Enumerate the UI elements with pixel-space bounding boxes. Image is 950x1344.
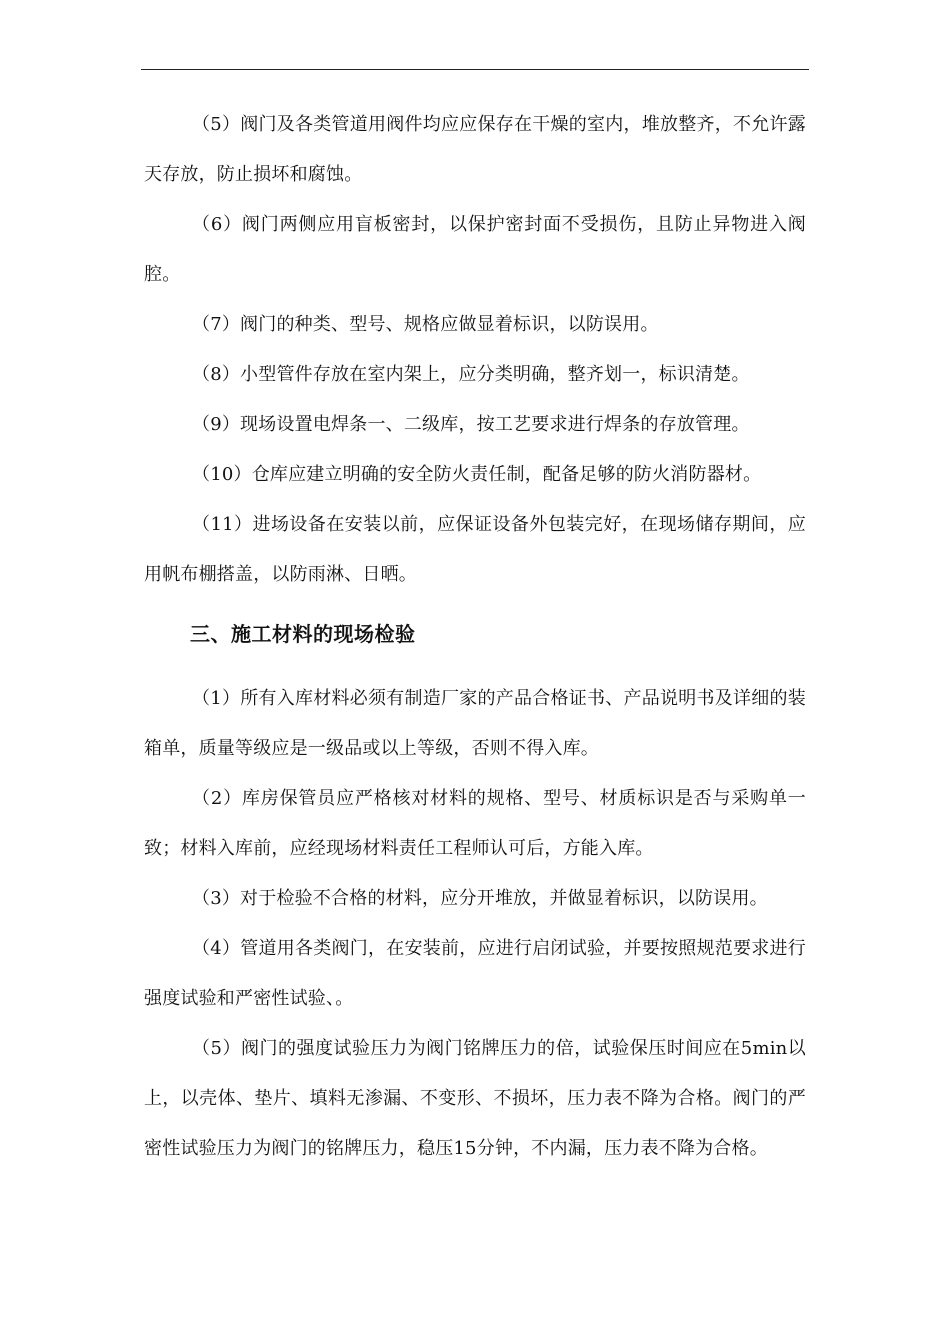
paragraph-equipment-storage: （11）进场设备在安装以前，应保证设备外包装完好，在现场储存期间，应用帆布棚搭盖，以防雨淋、日晒。 xyxy=(144,514,806,585)
paragraph-welding-rod-store: （9）现场设置电焊条一、二级库，按工艺要求进行焊条的存放管理。 xyxy=(192,414,750,435)
paragraph-small-fittings: （8）小型管件存放在室内架上，应分类明确，整齐划一，标识清楚。 xyxy=(192,364,750,385)
paragraph-nonconforming-materials: （3）对于检验不合格的材料，应分开堆放，并做显着标识，以防误用。 xyxy=(192,888,768,909)
document-body xyxy=(144,100,806,1174)
paragraph-valve-blind-plate: （6）阀门两侧应用盲板密封，以保护密封面不受损伤，且防止异物进入阀腔。 xyxy=(144,214,806,285)
paragraph-storekeeper-check: （2）库房保管员应严格核对材料的规格、型号、材质标识是否与采购单一致；材料入库前，应经现场材料责任工程师认可后，方能入库。 xyxy=(144,788,806,859)
paragraph-valve-test-pressure: （5）阀门的强度试验压力为阀门铭牌压力的倍，试验保压时间应在5min以上，以壳体、垫片、填料无渗漏、不变形、不损坏，压力表不降为合格。阀门的严密性试验压力为阀门的铭牌压力，稳压15分钟，不内漏，压力表不降为合格。 xyxy=(144,1038,806,1159)
paragraph-incoming-certificates: （1）所有入库材料必须有制造厂家的产品合格证书、产品说明书及详细的装箱单，质量等级应是一级品或以上等级，否则不得入库。 xyxy=(144,688,806,759)
paragraph-valve-marking: （7）阀门的种类、型号、规格应做显着标识，以防误用。 xyxy=(192,314,659,335)
paragraph-warehouse-fire-safety: （10）仓库应建立明确的安全防火责任制，配备足够的防火消防器材。 xyxy=(192,464,762,485)
paragraph-valve-tests: （4）管道用各类阀门，在安装前，应进行启闭试验，并要按照规范要求进行强度试验和严密性试验、。 xyxy=(144,938,806,1009)
header-rule xyxy=(141,69,809,70)
section-heading: 三、施工材料的现场检验 xyxy=(190,622,416,646)
paragraph-valve-storage: （5）阀门及各类管道用阀件均应应保存在干燥的室内，堆放整齐，不允许露天存放，防止损坏和腐蚀。 xyxy=(144,114,806,185)
